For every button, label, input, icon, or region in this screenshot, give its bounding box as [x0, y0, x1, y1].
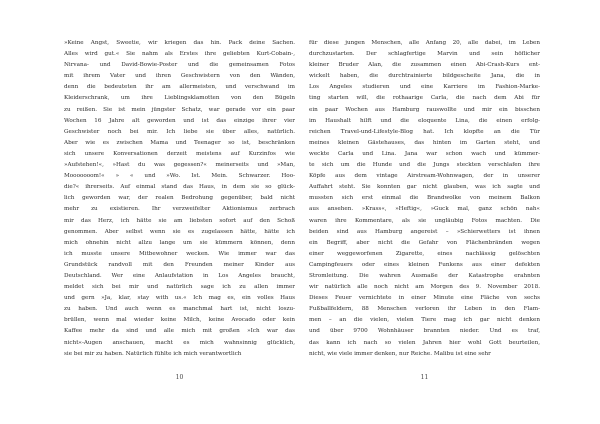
text-line: Geschwister noch bei mir. Ich liebe sie über alles, natürlich. [64, 128, 295, 135]
text-line: ein Begriff, aber nicht die Gefahr von Flächenbränden wegen [309, 239, 540, 246]
text-line: das kann ich nach so vielen Jahren hier wohl Gott beurteilen, [309, 339, 540, 346]
text-line: te sich um die Hunde und die Jungs steckten verschlafen ihre [309, 162, 540, 169]
text-line: lich geworden war, der realen Bedrohung gegenüber, bald nicht [64, 195, 295, 202]
text-line: men – an die vielen, vielen Tiere mag ich gar nicht denken [309, 317, 540, 324]
text-line: beiden sind aus Hamburg angereist – »Schierwetters ist ihnen [309, 228, 540, 235]
text-line: Wochen 16 Jahre alt geworden und ist das einzige ihrer vier [64, 117, 295, 124]
text-line: nicht, wie viele immer denken, nur Reiche. Malibu ist eine sehr [309, 350, 491, 357]
left-page-number: 10 [175, 374, 184, 381]
text-line: reichen Travel-und-Lifestyle-Blog hat. Ich klopfte an die Tür [309, 128, 540, 135]
text-line: brüllen, wenn mal wieder keine Milch, keine Avocado oder kein [64, 317, 295, 324]
text-line: Kaffee mehr da sind und alle mich mit großen »Ich war das [64, 328, 295, 335]
text-line: Kleiderschrank, um ihre Lieblingsklamotten von den Bügeln [64, 95, 295, 102]
text-line: durchzustarten. Der schlagfertige Marvin und sein höflicher [309, 51, 540, 58]
text-line: mit ihrem Vater und ihren Geschwistern von den Wänden, [64, 73, 295, 80]
text-line: »Aufstehen!«, »Hast du was gegessen?« meinerseits und »Man, [64, 162, 295, 169]
text-line: Alles wird gut.« Sie nahm als Erstes ihre geliebten Kurt-Cobain-, [64, 51, 295, 58]
text-line: Dieses Feuer vernichtete in einer Minute eine Fläche von sechs [309, 295, 540, 302]
text-line: mussten sich erst einmal die Brandwolke von meinem Balkon [309, 195, 540, 202]
text-line: Stromleitung. Die wahren Ausmaße der Katastrophe erahnten [309, 272, 540, 279]
text-line: zu reißen. Sie ist mein jüngster Schatz, war gerade vor ein paar [64, 106, 295, 113]
text-line: kleiner Bruder Alan, die zusammen einen Abi-Crash-Kurs ent- [309, 62, 540, 69]
left-page-text [64, 38, 295, 360]
text-line: waren ihre Kommentare, als sie ungläubig Fotos machten. Die [309, 217, 540, 224]
right-page-number: 11 [420, 374, 429, 381]
text-line: denn die bedeuteten ihr am allermeisten, und verschwand im [64, 84, 295, 91]
text-line: Grundstück randvoll mit den Freunden meiner Kinder aus [64, 261, 295, 268]
left-page [64, 38, 295, 360]
text-line: ich musste unsere Mitbewohner wecken. Wie immer war das [64, 250, 295, 257]
text-line: weckte Carla und Lina. Jana war schon wach und kümmer- [309, 150, 540, 157]
text-line: für diese jungen Menschen, alle Anfang 20, alle dabei, im Leben [309, 40, 540, 46]
text-line: Deutschland. Wer eine Anlaufstation in Los Angeles braucht, [64, 272, 295, 279]
text-line: zu haben. Und auch wenn es manchmal hart ist, nicht loszu- [64, 306, 295, 313]
text-line: die?« ihrerseits. Auf einmal stand das Haus, in dem sie so glück- [64, 184, 295, 191]
text-line: Aber wie es zwischen Mama und Teenager so ist, beschränken [64, 139, 295, 146]
text-line: genommen. Aber selbst wenn sie es zugelassen hätte, hätte ich [64, 228, 295, 235]
text-line: sie bei mir zu haben. Natürlich fühlte ich mich verantwortlich [64, 350, 242, 357]
text-line: Nirvana- und David-Bowie-Poster und die gemeinsamen Fotos [64, 62, 295, 69]
text-line: meldet sich bei mir und natürlich sage ich zu allen immer [64, 284, 295, 291]
text-line: ting starten will, die rothaarige Carla, die nach dem Abi für [309, 95, 540, 102]
text-line: Fußballfeldern, 88 Menschen verloren ihr Leben in den Flam- [309, 306, 540, 313]
text-line: Auffahrt steht. Sie konnten gar nicht glauben, was ich sagte und [309, 184, 540, 191]
right-page-text [309, 38, 540, 360]
text-line: mehr zu existieren. Ihr verzweifelter Aktionismus zerbrach [64, 206, 295, 213]
text-line: Campingfeuers oder eines kleinen Funkens aus einer defekten [309, 261, 540, 268]
text-line: Mooooooom!« » « und »Wo. Ist. Mein. Schwarzer. Hoo- [64, 173, 295, 180]
text-line: wickelt haben, die durchtrainierte bildgescheite Jana, die in [309, 73, 540, 80]
text-line: mich ohnehin nicht allzu lange um sie kümmern können, denn [64, 239, 295, 246]
text-line: Los Angeles studieren und eine Karriere im Fashion-Marke- [309, 84, 540, 91]
text-line: und gern »Ja, klar, stay with us.« Ich mag es, ein volles Haus [64, 295, 295, 302]
text-line: Köpfe aus dem vintage Airstream-Wohnwagen, der in unserer [309, 173, 540, 180]
text-line: aus ansehen. »Krass«, »Heftig«, »Guck mal, ganz schön nah« [309, 206, 540, 213]
text-line: wir natürlich alle noch nicht am Morgen des 9. November 2018. [309, 284, 540, 291]
text-line: nicht«-Augen anschauen, macht es mich wahnsinnig glücklich, [64, 339, 295, 346]
text-line: »Keine Angst, Sweetie, wir kriegen das hin. Pack deine Sachen. [64, 40, 295, 46]
right-page [309, 38, 540, 360]
text-line: ein paar Wochen aus Hamburg rauswollte und mir ein bisschen [309, 106, 540, 113]
text-line: sich unsere Konversationen derzeit meistens auf Kurzinfos wie [64, 150, 295, 157]
text-line: im Haushalt hilft und die eloquente Lina, die einen erfolg- [309, 117, 540, 124]
text-line: mir das Herz, ich hätte sie am liebsten sofort auf den Schoß [64, 217, 295, 224]
text-line: und über 9700 Wohnhäuser brannten nieder. Und es traf, [309, 328, 540, 335]
text-line: einer weggeworfenen Zigarette, eines nachlässig gelöschten [309, 250, 540, 257]
text-line: meines kleinen Gästehauses, das hinten im Garten steht, und [309, 139, 540, 146]
